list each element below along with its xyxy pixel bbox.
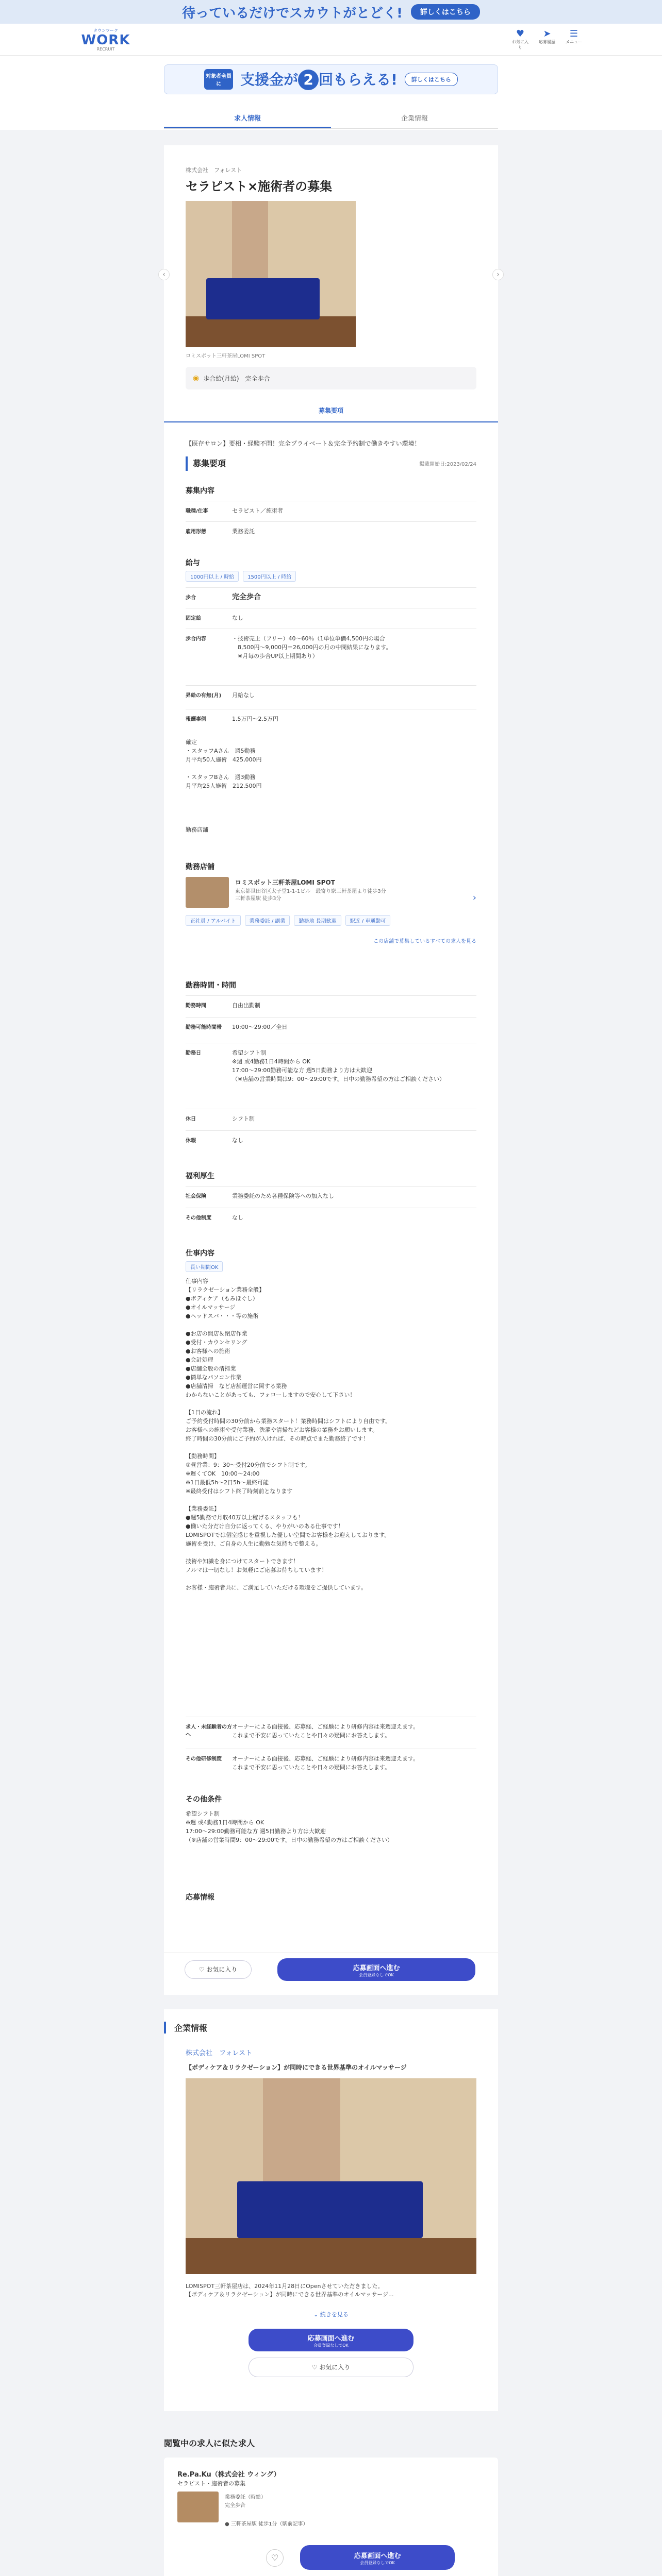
sticky-action-bar <box>164 1953 498 1986</box>
company-headline: 【ボディケア＆リラクゼーション】が同時にできる世界基準のオイルマッサージ <box>186 2064 407 2071</box>
carousel-next-button[interactable]: › <box>492 269 504 280</box>
shop-thumbnail <box>186 877 229 908</box>
top-banner[interactable] <box>0 0 662 24</box>
row-raise: 昇給の有無(月) 月給なし <box>186 685 476 709</box>
row-job-type: 職種/仕事 セラピスト／施術者 <box>186 501 476 521</box>
promo-badge: 対象者全員に <box>204 69 233 90</box>
row-employment: 雇用形態 業務委託 <box>186 521 476 542</box>
favorite-button[interactable]: ♡ お気に入り <box>185 1960 252 1979</box>
salary-text: 歩合給(月給) 完全歩合 <box>203 375 270 382</box>
promo-text: 支援金が 2 回もらえる! <box>240 69 398 90</box>
heading-hours: 勤務時間・時間 <box>186 981 236 990</box>
pay-examples: 確定 ・スタッフAさん 週5勤務 月平均50人施術 425,000円 ・スタッフBさん 週3勤務 月平均25人施術 212,500円 <box>186 739 262 789</box>
tab-company-info[interactable]: 企業情報 <box>401 115 428 123</box>
company-photo <box>186 2078 476 2274</box>
row-fixed-pay: 固定給 なし <box>186 608 476 629</box>
row-work-days: 勤務日 希望シフト制 ※週 或4勤務1日4時間から OK 17:00〜29:00勤務可能な方 週5日勤務より方は大歓迎 （※店舗の営業時間は9：00〜29:00です。日中の勤務希望の方はご相談ください） <box>186 1043 476 1109</box>
row-insurance: 社会保険 業務委託のため各種保険等への加入なし <box>186 1186 476 1208</box>
history-label: 応募履歴 <box>539 40 555 44</box>
heading-apply: 応募情報 <box>186 1893 214 1902</box>
header-icons <box>511 28 583 50</box>
menu-icon: ☰ <box>569 28 578 39</box>
posting-date: 掲載開始日:2023/02/24 <box>419 462 476 467</box>
shop-chip: 駅近 / 車通勤可 <box>345 915 391 926</box>
page-tabs <box>164 110 498 129</box>
heading-shop: 勤務店舗 <box>186 863 214 871</box>
company-section-title: 企業情報 <box>164 2022 498 2033</box>
heading-pay: 給与 <box>186 559 200 567</box>
work-chip: 長い期間OK <box>186 1261 223 1272</box>
menu-label: メニュー <box>566 40 582 44</box>
company-favorite-button[interactable]: ♡ お気に入り <box>249 2358 413 2377</box>
history-button[interactable] <box>538 28 556 50</box>
company-name[interactable]: 株式会社 フォレスト <box>186 167 242 174</box>
job-photo <box>186 201 356 347</box>
row-pay-detail: 歩合内容 ・技術売上（フリー）40〜60％（1単位単価4,500円の場合 8,500円〜9,000円＝26,000円の月の中間結果になります。 ※月毎の歩合UP以上期間あり） <box>186 629 476 685</box>
shop-all-jobs-link[interactable]: この店舗で募集しているすべての求人を見る <box>373 939 476 944</box>
photo-caption: ロミスポット三軒茶屋LOMI SPOT <box>186 353 266 359</box>
row-work-time: 勤務時間 自由出勤制 <box>186 995 476 1017</box>
heart-icon[interactable]: ♡ <box>266 2549 284 2567</box>
row-available-time: 勤務可能時間帯 10:00〜29:00／全日 <box>186 1017 476 1043</box>
shop-address: 東京都世田谷区太子堂1-1-1ビル 最寄り駅三軒茶屋より徒歩3分 三軒茶屋駅 徒歩3分 <box>235 889 386 902</box>
section-title: 募集要項 <box>186 456 476 471</box>
similar-thumbnail <box>177 2492 219 2522</box>
apply-button[interactable]: 応募画面へ進む 会員登録なしでOK <box>277 1958 475 1981</box>
similar-jobs-title: 閲覧中の求人に似た求人 <box>164 2438 255 2448</box>
pay-chip: 1500円以上 / 時給 <box>243 571 296 582</box>
tab-job-info[interactable]: 求人情報 <box>164 110 331 128</box>
job-title: セラピスト×施術者の募集 <box>186 179 333 194</box>
company-link[interactable]: 株式会社 フォレスト <box>186 2049 252 2057</box>
shop-chip: 業務委託 / 副業 <box>245 915 290 926</box>
similar-company: Re.Pa.Ku（株式会社 ウィング） <box>177 2471 280 2479</box>
pay-note: 勤務店舗 <box>186 826 208 833</box>
carousel-prev-button[interactable]: ‹ <box>158 269 170 280</box>
pay-chips <box>186 571 296 582</box>
chevron-right-icon: › <box>472 892 476 903</box>
logo-text: WORK <box>81 32 130 48</box>
job-notice: 【既存サロン】要相・経験不問！完全プライベート＆完全予約制で働きやすい環境！ <box>186 440 421 447</box>
similar-pay: 業務委託（時給） 完全歩合 <box>225 2495 266 2509</box>
work-description: 仕事内容 【リラクゼーション業務全般】 ●ボディケア（もみほぐし） ●オイルマッサージ ●ヘッドスパ・・・等の施術 ●お店の開店＆閉店作業 ●受付・カウンセリング ●お客様への施術 ●会計処理 ●店舗全般の清掃業 ●簡単なパソコン作業 ●店舗清掃 など店舗運営に関する業務 わからないことがあっても、フォローしますので安心して下さい！ 【1日の流れ】 ご予約受付時間の30分前から業務スタート！業務時間はシフトにより自由です。 お客様への施術や受付業務、洗濯や清掃などお客様の業務をお願いします。 終了時間の30分前にご予約が入ければ、その時点でまた勤務終了です！ 【勤務時間】 ①昼営業：9：30〜受付20分前でシフト制です。 ※遅くてOK 10:00〜24:00 ※1日最低5h〜2日5h〜最終可能 ※最終受付はシフト終了時刻前となります 【業務委託】 ●週5勤務で月収40万以上稼げるスタッフも！ ●働いた分だけ自分に返ってくる、やりがいのある仕事です！ LOMISPOTでは個室感じを重視した優しい空間でお客様をお迎えしております。 施術を受け、ご自身の人生に勤勉な気持ちで整える。 技術や知識を身につけてスタートできます！ ノルマは一切なし！お気軽にご応募お待ちしています！ お客様・施術者共に、ご満足していただける環境をご提供しています。 <box>186 1278 391 1591</box>
company-apply-button[interactable]: 応募画面へ進む 会員登録なしでOK <box>249 2329 413 2351</box>
job-card <box>164 145 498 1995</box>
company-description: LOMISPOT三軒茶屋店は、2024年11月28日にOpenさせていただきました。 【ボディケア＆リラクゼーション】が同時にできる世界基準のオイルマッサージ... <box>186 2283 394 2298</box>
logo[interactable] <box>77 28 134 52</box>
banner-cta-button[interactable]: 詳しくはこちら <box>411 4 480 20</box>
read-more-link[interactable]: ⌄ 続きを見る <box>313 2311 349 2318</box>
shop-chip: 勤務地 長期歓迎 <box>294 915 341 926</box>
shop-chip: 正社員 / アルバイト <box>186 915 241 926</box>
favorites-button[interactable] <box>511 28 529 50</box>
row-other-training: その他研修制度 オーナーによる面接後、応募経、ご経験により研修内容は来週迎えます。 これまで不安に思っていたことや日々の疑問にお答えします。 <box>186 1749 476 1781</box>
promo-banner[interactable] <box>164 64 498 94</box>
promo-cta-button[interactable]: 詳しくはこちら <box>405 73 458 86</box>
shop-chips <box>186 915 390 926</box>
row-vacation: 休暇 なし <box>186 1130 476 1152</box>
logo-tag: RECRUIT <box>96 46 115 52</box>
row-training: 求人・未経験者の方へ オーナーによる面接後、応募経、ご経験により研修内容は来週迎えます。 これまで不安に思っていたことや日々の疑問にお答えします。 <box>186 1717 476 1749</box>
logo-subtext: タウンワーク <box>93 28 118 33</box>
company-card <box>164 2009 498 2411</box>
row-other-benefits: その他制度 なし <box>186 1208 476 1229</box>
shop-box[interactable] <box>186 877 476 920</box>
banner-headline: 待っているだけでスカウトがとどく! <box>182 5 403 21</box>
heading-other: その他条件 <box>186 1795 222 1804</box>
yen-icon: ◉ <box>193 374 200 382</box>
favorites-label: お気に入り <box>512 40 528 50</box>
heading-work: 仕事内容 <box>186 1249 214 1258</box>
similar-title: セラピスト・施術者の募集 <box>177 2480 245 2487</box>
chevron-down-icon: ⌄ <box>313 2311 320 2318</box>
row-pay-type: 歩合 完全歩合 <box>186 587 476 608</box>
row-holiday: 休日 シフト制 <box>186 1109 476 1130</box>
pay-chip: 1000円以上 / 時給 <box>186 571 239 582</box>
other-conditions: 希望シフト制 ※週 或4勤務1日4時間から OK 17:00〜29:00勤務可能な方 週5日勤務より方は大歓迎 （※店舗の営業時間9：00〜29:00です。日中の勤務希望の方はご相談ください） <box>186 1810 393 1843</box>
site-header <box>0 24 662 56</box>
shop-name: ロミスポット三軒茶屋LOMI SPOT <box>235 879 335 886</box>
section-tab[interactable]: 募集要項 <box>164 402 498 422</box>
similar-apply-button[interactable]: 応募画面へ進む 会員登録なしでOK <box>300 2545 455 2570</box>
pin-icon: ● <box>225 2521 229 2527</box>
menu-button[interactable] <box>565 28 583 50</box>
work-chips <box>186 1261 223 1272</box>
similar-job-card[interactable] <box>164 2458 498 2576</box>
heading-welfare: 福利厚生 <box>186 1172 214 1180</box>
heading-content: 募集内容 <box>186 487 214 495</box>
promo-number: 2 <box>298 70 319 90</box>
salary-summary <box>186 367 476 389</box>
send-icon: ➤ <box>543 28 551 39</box>
similar-location: ● 三軒茶屋駅 徒歩1分（駅前記事） <box>225 2521 308 2527</box>
row-pay-example: 報酬事例 1.5万円〜2.5万円 <box>186 709 476 733</box>
heart-icon: ♥ <box>516 28 525 39</box>
